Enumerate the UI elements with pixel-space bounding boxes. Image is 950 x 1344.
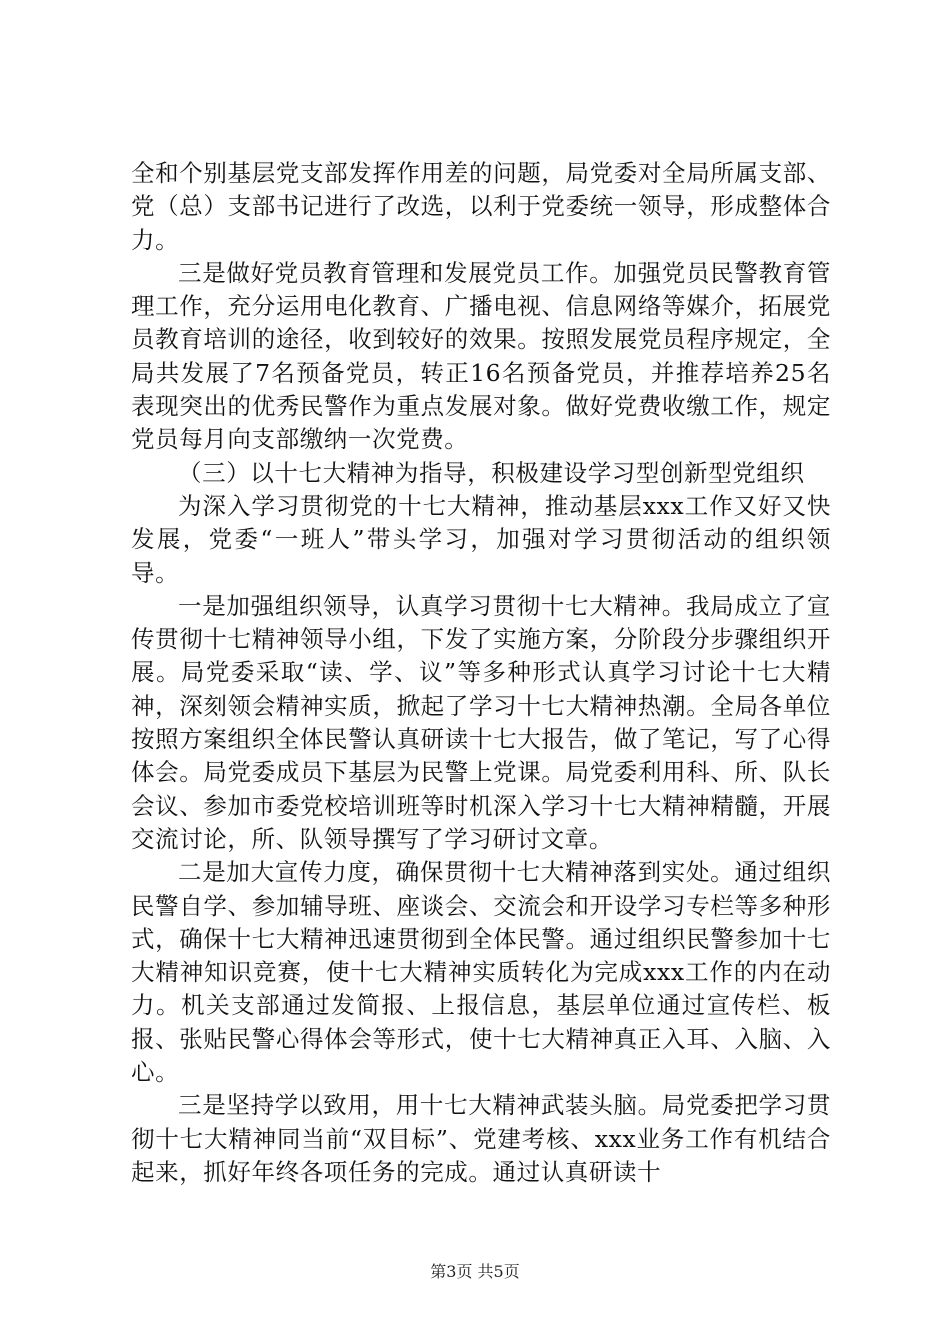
page-number-footer: 第3页 共5页 <box>430 1262 520 1281</box>
paragraph-apply-learning: 三是坚持学以致用，用十七大精神武装头脑。局党委把学习贯彻十七大精神同当前“双目标”、党建考核、xxx业务工作有机结合起来，抓好年终各项任务的完成。通过认真研读十 <box>131 1091 831 1186</box>
paragraph-continuation: 全和个别基层党支部发挥作用差的问题，局党委对全局所属支部、党（总）支部书记进行了改选，以利于党委统一领导，形成整体合力。 <box>131 159 831 254</box>
paragraph-section-intro: 为深入学习贯彻党的十七大精神，推动基层xxx工作又好又快发展，党委“一班人”带头学习，加强对学习贯彻活动的组织领导。 <box>131 491 831 587</box>
paragraph-publicity: 二是加大宣传力度，确保贯彻十七大精神落到实处。通过组织民警自学、参加辅导班、座谈会、交流会和开设学习专栏等多种形式，确保十七大精神迅速贯彻到全体民警。通过组织民警参加十七大精神知识竞赛，使十七大精神实质转化为完成xxx工作的内在动力。机关支部通过发简报、上报信息，基层单位通过宣传栏、板报、张贴民警心得体会等形式，使十七大精神真正入耳、入脑、入心。 <box>131 858 831 1087</box>
paragraph-organization-leadership: 一是加强组织领导，认真学习贯彻十七大精神。我局成立了宣传贯彻十七精神领导小组，下发了实施方案，分阶段分步骤组织开展。局党委采取“读、学、议”等多种形式认真学习讨论十七大精神，深刻领会精神实质，掀起了学习十七大精神热潮。全局各单位按照方案组织全体民警认真研读十七大报告，做了笔记，写了心得体会。局党委成员下基层为民警上党课。局党委利用科、所、队长会议、参加市委党校培训班等时机深入学习十七大精神精髓，开展交流讨论，所、队领导撰写了学习研讨文章。 <box>131 591 831 853</box>
document-body <box>131 157 831 1189</box>
paragraph-party-member-education: 三是做好党员教育管理和发展党员工作。加强党员民警教育管理工作，充分运用电化教育、广播电视、信息网络等媒介，拓展党员教育培训的途径，收到较好的效果。按照发展党员程序规定，全局共发展了7名预备党员，转正16名预备党员，并推荐培养25名表现突出的优秀民警作为重点发展对象。做好党费收缴工作，规定党员每月向支部缴纳一次党费。 <box>131 258 831 454</box>
section-heading-three: （三）以十七大精神为指导，积极建设学习型创新型党组织 <box>178 458 805 487</box>
